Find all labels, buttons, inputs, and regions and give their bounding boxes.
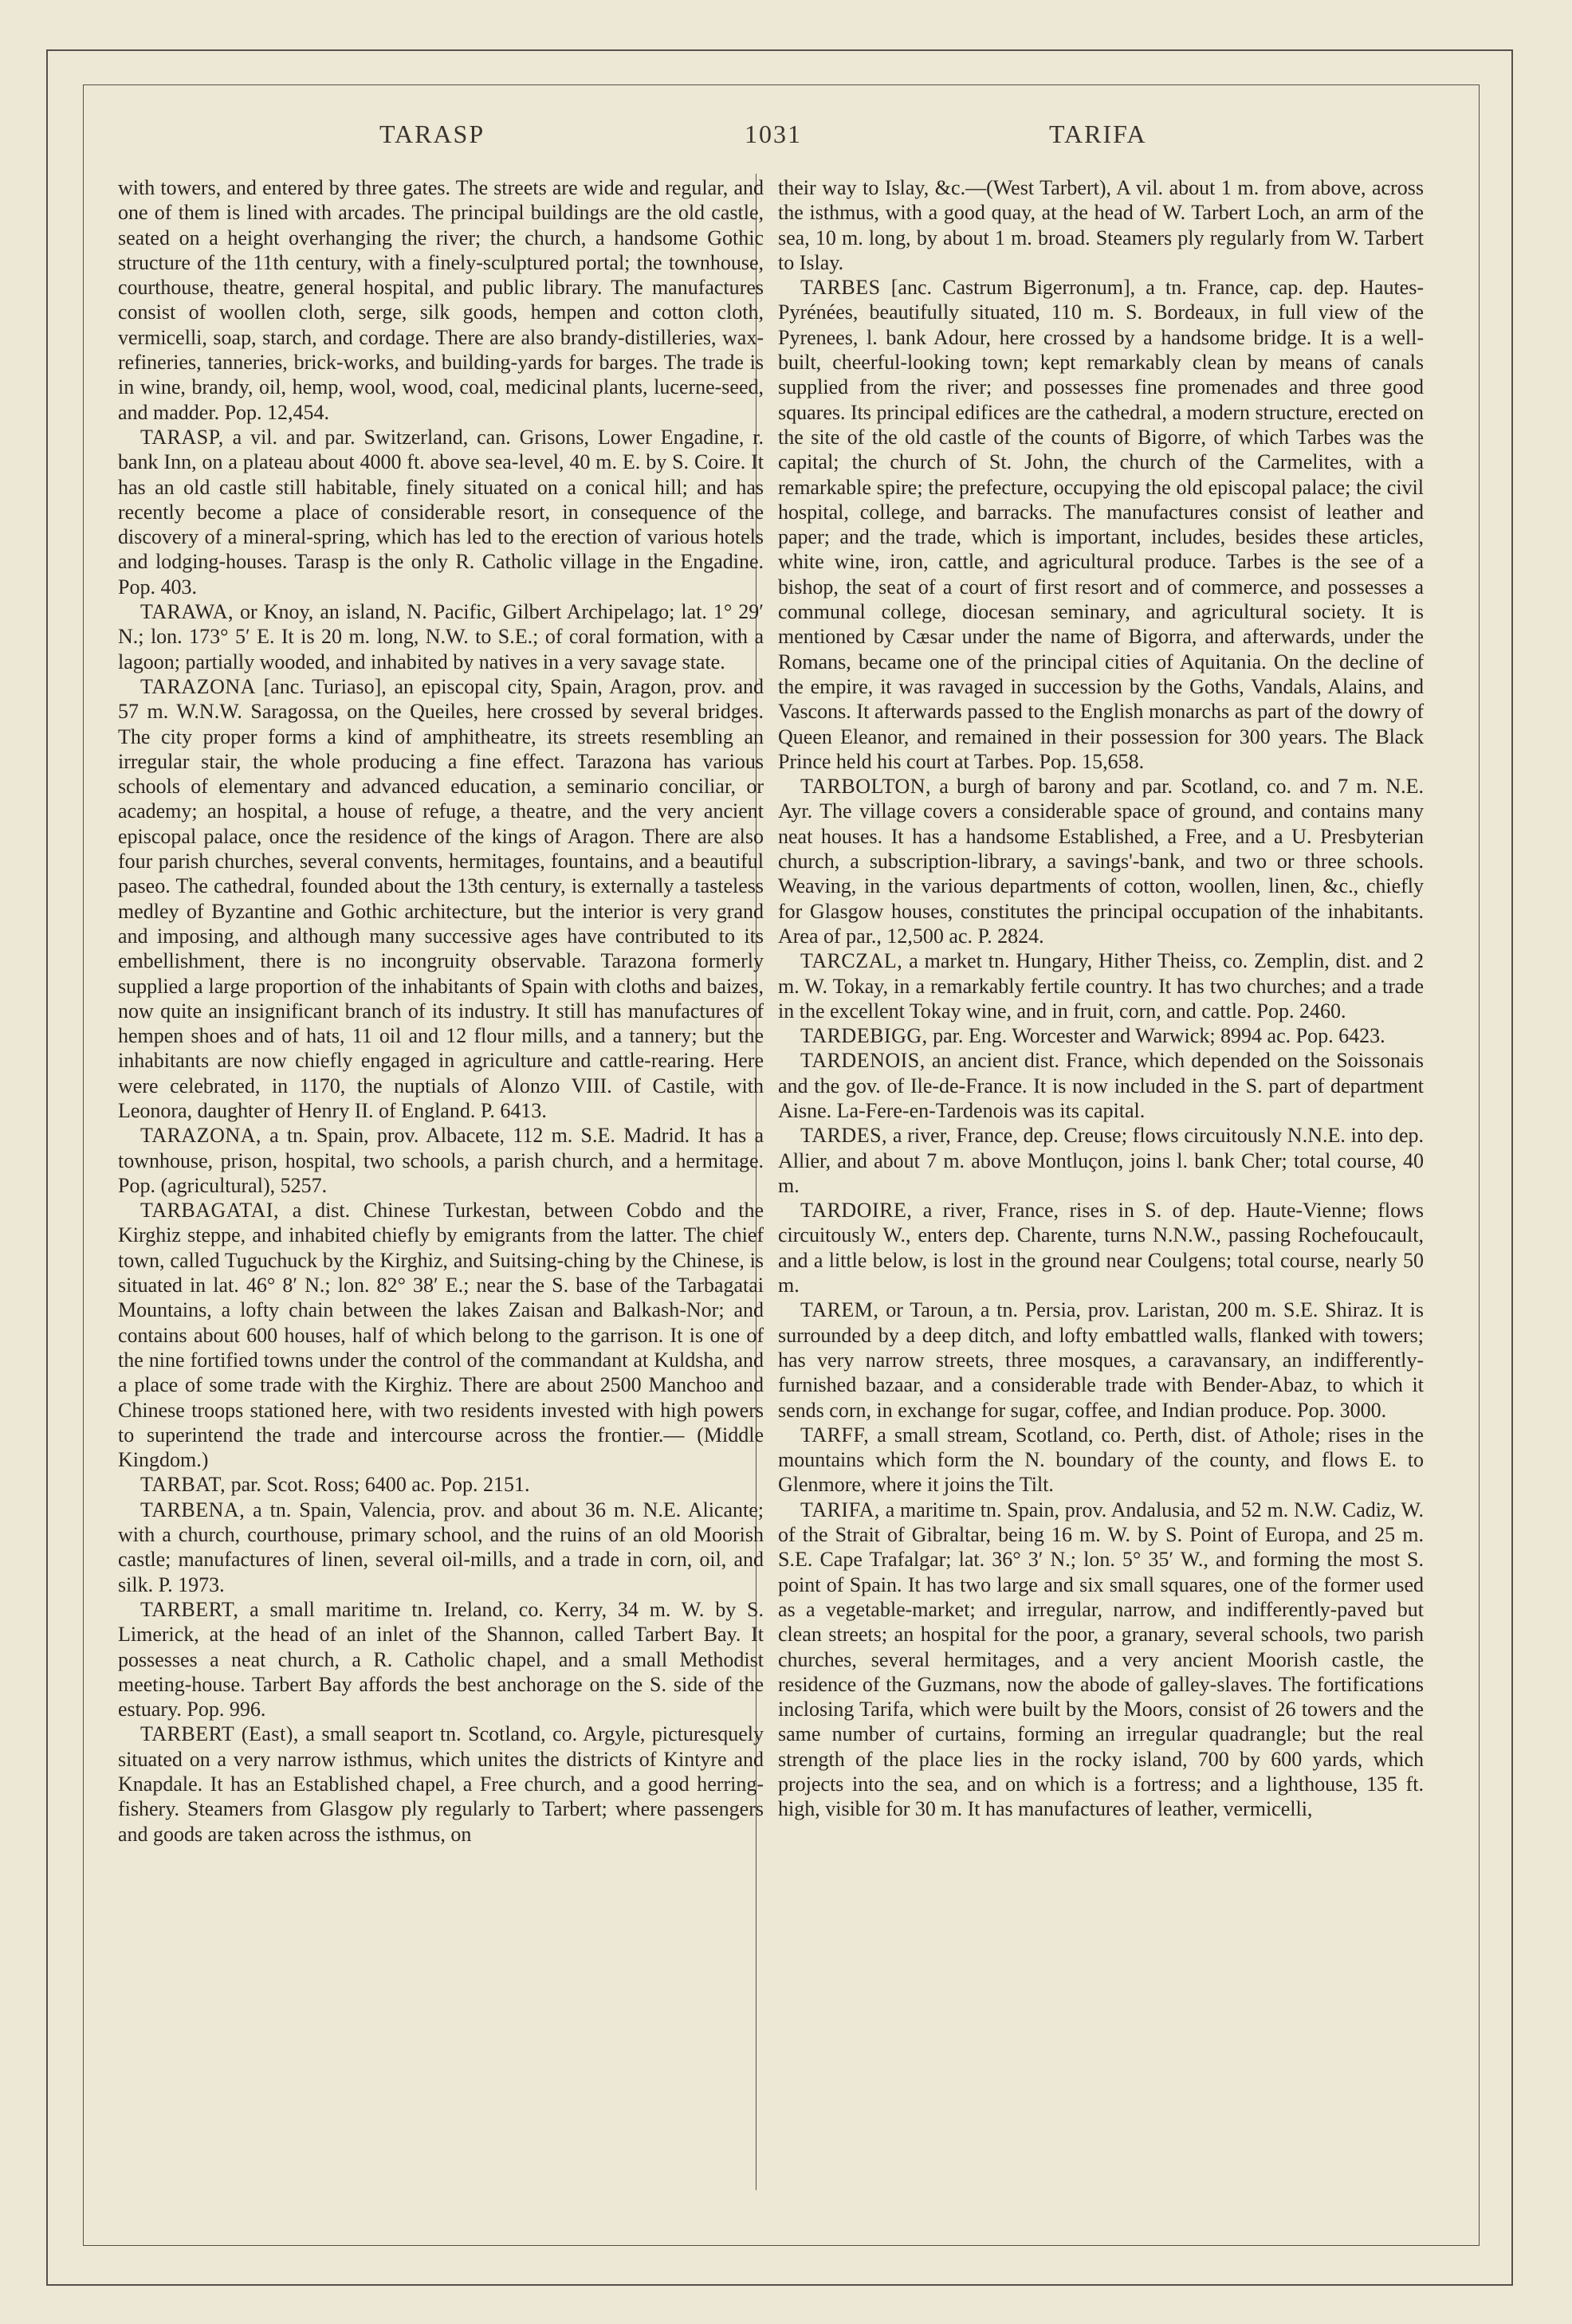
entry-text: a small seaport tn. Scotland, co. Argyle, picturesquely situated on a very narrow isthmus, which unites the districts of Kintyre and Knapdale. It has an Established chapel, a Free church, and a good herring-fishery. Steamers from Glasgow ply regularly to Tarbert; where passengers and goods are taken across the isthmus, on (118, 1722, 764, 1846)
gazetteer-entry (778, 275, 1424, 774)
entry-text: par. Scot. Ross; 6400 ac. Pop. 2151. (226, 1473, 530, 1497)
entry-text: or Knoy, an island, N. Pacific, Gilbert Archipelago; lat. 1° 29′ N.; lon. 173° 5′ E. It is 20 m. long, N.W. to S.E.; of coral formation, with a lagoon; partially wooded, and inhabited by natives in a very savage state. (118, 600, 764, 673)
gazetteer-entry (778, 1198, 1424, 1297)
gazetteer-entry (118, 1597, 764, 1721)
gazetteer-entry (778, 1423, 1424, 1498)
entry-text: a market tn. Hungary, Hither Theiss, co. Zemplin, dist. and 2 m. W. Tokay, in a remarkably fertile country. It has two churches; and a trade in the excellent Tokay wine, and in fruit, corn, and cattle. Pop. 2460. (778, 949, 1424, 1023)
entry-headword: TARAZONA, (140, 1124, 261, 1148)
entry-headword: TARBENA, (140, 1498, 246, 1521)
running-header (83, 120, 1480, 151)
gazetteer-entry (118, 1198, 764, 1472)
entry-text: a vil. and par. Switzerland, can. Grisons, Lower Engadine, r. bank Inn, on a plateau about 4000 ft. above sea-level, 40 m. E. by S. Coire. It has an old castle still habitable, finely situated on a conical hill; and has recently become a place of considerable resort, in consequence of the discovery of a mineral-spring, which has led to the erection of various hotels and lodging-houses. Tarasp is the only R. Catholic village in the Engadine. Pop. 403. (118, 425, 764, 599)
entry-headword: TARDOIRE, (800, 1199, 913, 1223)
gazetteer-entry (118, 425, 764, 599)
entry-headword: TARBOLTON, (800, 775, 931, 799)
entry-text: par. Eng. Worcester and Warwick; 8994 ac. Pop. 6423. (927, 1024, 1385, 1048)
header-left-catchword: TARASP (379, 120, 485, 148)
entry-headword: TARBAGATAI, (140, 1199, 279, 1223)
gazetteer-entry (118, 599, 764, 674)
entry-headword: TARAWA, (140, 600, 234, 624)
gazetteer-entry (118, 1721, 764, 1846)
entry-headword: TARCZAL, (800, 949, 903, 973)
gazetteer-entry (778, 1123, 1424, 1198)
entry-text: a tn. Spain, Valencia, prov. and about 36 m. N.E. Alicante; with a church, courthouse, primary school, and the ruins of an old Moorish castle; manufactures of linen, several oil-mills, and a trade in corn, oil, and silk. P. 1973. (118, 1498, 764, 1596)
left-column (118, 175, 764, 1847)
entry-headword: TARDES, (800, 1124, 888, 1148)
gazetteer-entry (778, 1297, 1424, 1422)
gazetteer-entry (778, 1048, 1424, 1123)
entry-headword: TARBES (800, 276, 881, 300)
gazetteer-entry (118, 1123, 764, 1198)
gazetteer-entry (778, 774, 1424, 948)
entry-headword: TARASP, (140, 425, 224, 449)
entry-text: their way to Islay, &c.—(West Tarbert), A vil. about 1 m. from above, across the isthmus, with a good quay, at the head of W. Tarbert Loch, an arm of the sea, 10 m. long, by about 1 m. broad. Steamers ply regularly from W. Tarbert to Islay. (778, 176, 1424, 274)
gazetteer-entry (778, 1498, 1424, 1822)
gazetteer-entry (778, 175, 1424, 275)
entry-text: a river, France, dep. Creuse; flows circuitously N.N.E. into dep. Allier, and about 7 m. above Montluçon, joins l. bank Cher; total course, 40 m. (778, 1124, 1424, 1197)
gazetteer-entry (778, 1023, 1424, 1048)
entry-headword: TARAZONA (140, 674, 256, 698)
gazetteer-entry (118, 1472, 764, 1497)
entry-text: or Taroun, a tn. Persia, prov. Laristan, 200 m. S.E. Shiraz. It is surrounded by a deep ditch, and lofty embattled walls, flanked with towers; has very narrow streets, three mosques, a caravansary, an indifferently-furnished bazaar, and a considerable trade with Bender-Abaz, to which it sends corn, in exchange for sugar, coffee, and Indian produce. Pop. 3000. (778, 1298, 1424, 1422)
page-number: 1031 (745, 120, 802, 148)
entry-text: a small maritime tn. Ireland, co. Kerry, 34 m. W. by S. Limerick, at the head of an inlet of the Shannon, called Tarbert Bay. It possesses a neat church, a R. Catholic chapel, and a small Methodist meeting-house. Tarbert Bay affords the best anchorage on the S. side of the estuary. Pop. 996. (118, 1597, 764, 1721)
entry-text: with towers, and entered by three gates. The streets are wide and regular, and one of them is lined with arcades. The principal buildings are the old castle, seated on a height overhanging the river; the church, a handsome Gothic structure of the 11th century, with a finely-sculptured portal; the townhouse, courthouse, theatre, general hospital, and public library. The manufactures consist of woollen cloth, serge, silk goods, hempen and cotton cloth, vermicelli, soap, starch, and cordage. There are also brandy-distilleries, wax-refineries, tanneries, brick-works, and building-yards for barges. The trade is in wine, brandy, oil, hemp, wool, wood, coal, medicinal plants, lucerne-seed, and madder. Pop. 12,454. (118, 176, 764, 424)
entry-headword: TARBERT, (140, 1597, 239, 1621)
entry-text: a maritime tn. Spain, prov. Andalusia, and 52 m. N.W. Cadiz, W. of the Strait of Gibraltar, being 16 m. W. by S. Point of Europa, and 25 m. S.E. Cape Trafalgar; lat. 36° 3′ N.; lon. 5° 35′ W., and forming the most S. point of Spain. It has two large and six small squares, one of the former used as a vegetable-market; and irregular, narrow, and indifferently-paved but clean streets; an hospital for the poor, a granary, several schools, two parish churches, several hermitages, and a very ancient Moorish castle, the residence of the Guzmans, now the abode of galley-slaves. The fortifications inclosing Tarifa, which were built by the Moors, consist of 26 towers and the same number of curtains, forming an irregular quadrangle; but the real strength of the place lies in the rocky island, 700 by 600 yards, which projects into the sea, and on which is a fortress; and a lighthouse, 135 ft. high, visible for 30 m. It has manufactures of leather, vermicelli, (778, 1498, 1424, 1821)
entry-text: a tn. Spain, prov. Albacete, 112 m. S.E. Madrid. It has a townhouse, prison, hospital, two schools, a parish church, and a hermitage. Pop. (agricultural), 5257. (118, 1124, 764, 1197)
gazetteer-entry (778, 948, 1424, 1023)
gazetteer-entry (118, 674, 764, 1123)
entry-headword: TAREM, (800, 1298, 879, 1322)
entry-text: a burgh of barony and par. Scotland, co. and 7 m. N.E. Ayr. The village covers a considerable space of ground, and contains many neat houses. It has a handsome Established, a Free, and a U. Presbyterian church, a subscription-library, a savings'-bank, and two or three schools. Weaving, in the various departments of cotton, woollen, linen, &c., chiefly for Glasgow houses, constitutes the principal occupation of the inhabitants. Area of par., 12,500 ac. P. 2824. (778, 775, 1424, 948)
entry-text: a small stream, Scotland, co. Perth, dist. of Athole; rises in the mountains which form the N. boundary of the county, and flows E. to Glenmore, where it joins the Tilt. (778, 1423, 1424, 1497)
header-right-catchword: TARIFA (1049, 120, 1147, 148)
entry-text: [anc. Turiaso], an episcopal city, Spain, Aragon, prov. and 57 m. W.N.W. Saragossa, on the Queiles, here crossed by several bridges. The city proper forms a kind of amphitheatre, its streets resembling an irregular stair, the whole producing a fine effect. Tarazona has various schools of elementary and advanced education, a seminario conciliar, or academy; an hospital, a house of refuge, a theatre, and the very ancient episcopal palace, once the residence of the kings of Aragon. There are also four parish churches, several convents, hermitages, fountains, and a beautiful paseo. The cathedral, founded about the 13th century, is externally a tasteless medley of Byzantine and Gothic architecture, but the interior is very grand and imposing, and although many successive ages have contributed to its embellishment, there is no incongruity observable. Tarazona formerly supplied a large proportion of the inhabitants of Spain with cloths and baizes, now quite an insignificant branch of its industry. It still has manufactures of hempen shoes and of hats, 11 oil and 12 flour mills, and a tannery; but the inhabitants are now chiefly engaged in agriculture and cattle-rearing. Here were celebrated, in 1170, the nuptials of Alonzo VIII. of Castile, with Leonora, daughter of Henry II. of England. P. 6413. (118, 674, 764, 1122)
entry-headword: TARBAT, (140, 1473, 226, 1497)
entry-headword: TARIFA, (800, 1498, 880, 1521)
entry-headword: TARFF, (800, 1423, 870, 1447)
entry-headword: TARDENOIS, (800, 1049, 926, 1073)
entry-text: an ancient dist. France, which depended on the Soissonais and the gov. of Ile-de-France. It is now included in the S. part of department Aisne. La-Fere-en-Tardenois was its capital. (778, 1049, 1424, 1122)
entry-text: [anc. Castrum Bigerronum], a tn. France, cap. dep. Hautes-Pyrénées, beautifully situated, 110 m. S. Bordeaux, in full view of the Pyrenees, l. bank Adour, here crossed by a handsome bridge. It is a well-built, cheerful-looking town; kept remarkably clean by means of canals supplied from the river; and possesses fine promenades and three good squares. Its principal edifices are the cathedral, a modern structure, erected on the site of the old castle of the counts of Bigorre, of which Tarbes was the capital; the church of St. John, the church of the Carmelites, with a remarkable spire; the prefecture, occupying the old episcopal palace; the civil hospital, college, and barracks. The manufactures consist of leather and paper; and the trade, which is important, includes, besides these articles, white wine, iron, cattle, and agricultural produce. Tarbes is the see of a bishop, the seat of a court of first resort and of commerce, and possesses a communal college, diocesan seminary, and agricultural society. It is mentioned by Cæsar under the name of Bigorra, and afterwards, under the Romans, became one of the principal cities of Aquitania. On the decline of the empire, it was ravaged in succession by the Goths, Vandals, Alains, and Vascons. It afterwards passed to the English monarchs as part of the dowry of Queen Eleanor, and remained in their possession for 300 years. The Black Prince held his court at Tarbes. Pop. 15,658. (778, 276, 1424, 773)
right-column (778, 175, 1424, 1822)
gazetteer-entry (118, 175, 764, 425)
gazetteer-entry (118, 1498, 764, 1597)
entry-text: a river, France, rises in S. of dep. Haute-Vienne; flows circuitously W., enters dep. Charente, turns N.N.W., passing Rochefoucault, and a little below, is lost in the ground near Coulgens; total course, nearly 50 m. (778, 1199, 1424, 1297)
entry-text: a dist. Chinese Turkestan, between Cobdo and the Kirghiz steppe, and inhabited chiefly by emigrants from the latter. The chief town, called Tuguchuck by the Kirghiz, and Suitsing-ching by the Chinese, is situated in lat. 46° 8′ N.; lon. 82° 38′ E.; near the S. base of the Tarbagatai Mountains, a lofty chain between the lakes Zaisan and Balkash-Nor; and contains about 600 houses, half of which belong to the garrison. It is one of the nine fortified towns under the control of the commandant at Kuldsha, and a place of some trade with the Kirghiz. There are about 2500 Manchoo and Chinese troops stationed here, with two residents invested with high powers to superintend the trade and intercourse across the frontier.— (Middle Kingdom.) (118, 1199, 764, 1472)
entry-headword: TARBERT (East), (140, 1722, 299, 1746)
entry-headword: TARDEBIGG, (800, 1024, 928, 1048)
